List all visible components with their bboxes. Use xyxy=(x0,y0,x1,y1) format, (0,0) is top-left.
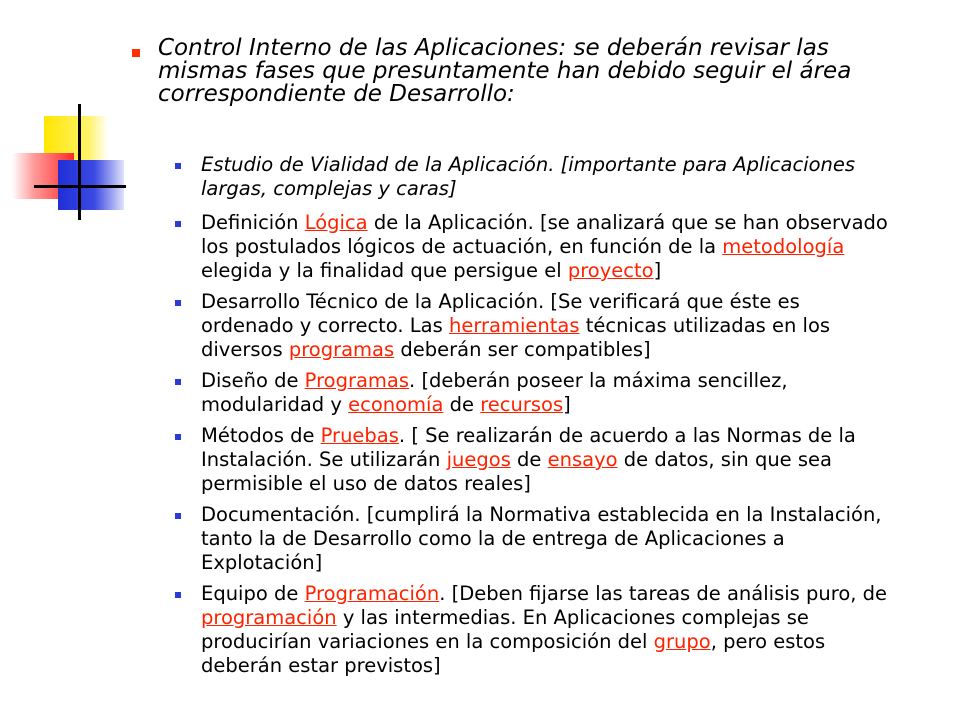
hyperlink[interactable]: Lógica xyxy=(304,211,368,234)
hyperlink[interactable]: economía xyxy=(348,393,444,416)
text-segment: técnicas utilizadas en los diversos xyxy=(201,314,831,361)
text-segment: . [ Se realizarán de acuerdo a las Normas de la Instalación. Se utilizarán xyxy=(201,424,856,471)
list-item xyxy=(175,424,895,496)
main-bullet-text: Control Interno de las Aplicaciones: se deberán revisar las mismas fases que presuntamente han debido seguir el área correspondiente de Desarrollo: xyxy=(158,35,852,107)
list-item xyxy=(175,153,895,201)
square-bullet-icon xyxy=(175,513,181,519)
vertical-line xyxy=(78,104,81,220)
text-segment: Documentación. [cumplirá la Normativa establecida en la Instalación, tanto la de Desarrollo como la de entrega de Aplicaciones a Explotación] xyxy=(201,503,882,574)
text-segment: , pero estos deberán estar previstos] xyxy=(201,630,826,677)
hyperlink[interactable]: Programas xyxy=(304,369,410,392)
text-segment: Desarrollo Técnico de la Aplicación. [Se verificará que éste es ordenado y correcto. Las xyxy=(201,290,800,337)
hyperlink[interactable]: metodología xyxy=(722,235,845,258)
square-bullet-icon xyxy=(175,163,181,169)
text-segment: Diseño de xyxy=(201,369,305,392)
hyperlink[interactable]: programación xyxy=(201,606,337,629)
square-bullet-icon xyxy=(175,300,181,306)
square-bullet-icon xyxy=(175,434,181,440)
text-segment: Métodos de xyxy=(201,424,321,447)
decorative-blocks-graphic xyxy=(0,0,140,230)
list-item-text xyxy=(201,424,856,495)
list-item-text xyxy=(201,290,830,361)
hyperlink[interactable]: ensayo xyxy=(547,448,618,471)
square-bullet-icon xyxy=(175,379,181,385)
hyperlink[interactable]: juegos xyxy=(446,448,511,471)
text-segment: y las intermedias. En Aplicaciones complejas se producirían variaciones en la composición del xyxy=(201,606,809,653)
main-bullet-point xyxy=(132,37,882,106)
list-item-text xyxy=(201,153,855,200)
horizontal-line xyxy=(34,185,126,188)
text-segment: ] xyxy=(653,259,662,282)
list-item xyxy=(175,369,895,417)
hyperlink[interactable]: programas xyxy=(288,338,395,361)
text-segment: elegida y la finalidad que persigue el xyxy=(201,259,568,282)
hyperlink[interactable]: proyecto xyxy=(567,259,654,282)
list-item-text xyxy=(201,582,887,677)
hyperlink[interactable]: recursos xyxy=(480,393,564,416)
list-item-text xyxy=(201,503,882,574)
text-segment: Equipo de xyxy=(201,582,305,605)
sub-bullet-list xyxy=(175,153,895,685)
text-segment: ] xyxy=(563,393,571,416)
square-bullet-icon xyxy=(132,49,140,57)
text-segment: . [Deben fijarse las tareas de análisis puro, de xyxy=(439,582,888,605)
hyperlink[interactable]: Pruebas xyxy=(320,424,399,447)
hyperlink[interactable]: herramientas xyxy=(448,314,580,337)
list-item xyxy=(175,503,895,575)
list-item-text xyxy=(201,369,788,416)
list-item-text xyxy=(201,211,888,282)
text-segment: de la Aplicación. [se analizará que se han observado los postulados lógicos de actuación, en función de la xyxy=(201,211,888,258)
text-segment: Estudio de Vialidad de la Aplicación. [importante para Aplicaciones largas, complejas y caras] xyxy=(201,153,856,200)
square-bullet-icon xyxy=(175,221,181,227)
square-bullet-icon xyxy=(175,592,181,598)
text-segment: Definición xyxy=(201,211,305,234)
list-item xyxy=(175,211,895,283)
hyperlink[interactable]: grupo xyxy=(653,630,711,653)
text-segment: de datos, sin que sea permisible el uso de datos reales] xyxy=(201,448,832,495)
list-item xyxy=(175,582,895,678)
text-segment: de xyxy=(443,393,481,416)
text-segment: deberán ser compatibles] xyxy=(394,338,651,361)
list-item xyxy=(175,290,895,362)
hyperlink[interactable]: Programación xyxy=(304,582,440,605)
text-segment: de xyxy=(510,448,548,471)
text-segment: . [deberán poseer la máxima sencillez, modularidad y xyxy=(201,369,788,416)
